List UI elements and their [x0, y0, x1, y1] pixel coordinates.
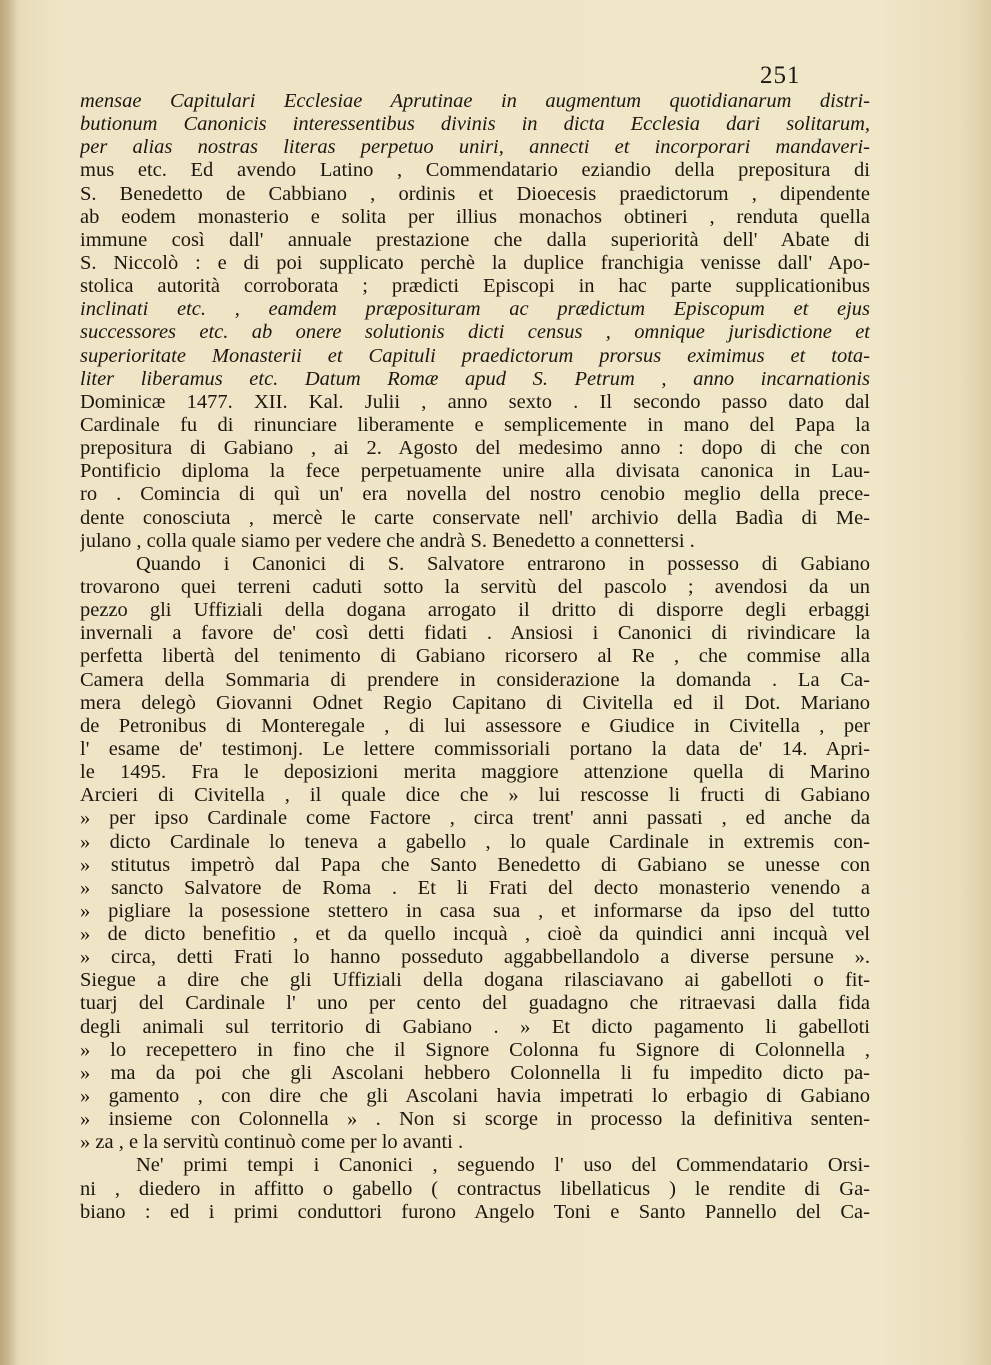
text-line: degli animali sul territorio di Gabiano . » Et dicto pagamento li gabelloti — [80, 1015, 870, 1038]
text-line: successores etc. ab onere solutionis dicti census , omnique jurisdictione et — [80, 321, 870, 344]
text-line: » per ipso Cardinale come Factore , circa trent' anni passati , ed anche da — [80, 807, 870, 830]
text-line: de Petronibus di Monteregale , di lui assessore e Giudice in Civitella , per — [80, 714, 870, 737]
text-line: » sancto Salvatore de Roma . Et li Frati del decto monasterio venendo a — [80, 876, 870, 899]
text-line: S. Niccolò : e di poi supplicato perchè la duplice franchigia venisse dall' Apo- — [80, 251, 870, 274]
text-line: trovarono quei terreni caduti sotto la servitù del pascolo ; avendosi da un — [80, 575, 870, 598]
text-line: » dicto Cardinale lo teneva a gabello , lo quale Cardinale in extremis con- — [80, 830, 870, 853]
text-line: butionum Canonicis interessentibus divinis in dicta Ecclesia dari solitarum, — [80, 113, 870, 136]
text-line: ni , diedero in affitto o gabello ( contractus libellaticus ) le rendite di Ga- — [80, 1177, 870, 1200]
binding-gutter-shadow — [0, 0, 18, 1365]
text-line: stolica autorità corroborata ; prædicti Episcopi in hac parte supplicationibus — [80, 275, 870, 298]
text-line: » lo recepettero in fino che il Signore Colonna fu Signore di Colonnella , — [80, 1038, 870, 1061]
text-line: ab eodem monasterio e solita per illius monachos obtineri , renduta quella — [80, 205, 870, 228]
text-line: » de dicto benefitio , et da quello incquà , cioè da quindici anni incquà vel — [80, 923, 870, 946]
text-line: Dominicæ 1477. XII. Kal. Julii , anno sexto . Il secondo passo dato dal — [80, 390, 870, 413]
text-line: Arcieri di Civitella , il quale dice che » lui rescosse li fructi di Gabiano — [80, 784, 870, 807]
text-line: inclinati etc. , eamdem præposituram ac prædictum Episcopum et ejus — [80, 298, 870, 321]
text-line: liter liberamus etc. Datum Romæ apud S. Petrum , anno incarnationis — [80, 367, 870, 390]
text-line: invernali a favore de' così detti fidati . Ansiosi i Canonici di rivindicare la — [80, 622, 870, 645]
text-line: dente conosciuta , mercè le carte conservate nell' archivio della Badìa di Me- — [80, 506, 870, 529]
page-number: 251 — [760, 62, 801, 89]
text-line: per alias nostras literas perpetuo uniri, annecti et incorporari mandaveri- — [80, 136, 870, 159]
text-line: prepositura di Gabiano , ai 2. Agosto del medesimo anno : dopo di che con — [80, 437, 870, 460]
text-line: immune così dall' annuale prestazione che dalla superiorità dell' Abate di — [80, 228, 870, 251]
text-line: pezzo gli Uffiziali della dogana arrogato il dritto di disporre degli erbaggi — [80, 599, 870, 622]
text-line: » stitutus impetrò dal Papa che Santo Benedetto di Gabiano se unesse con — [80, 853, 870, 876]
text-line: l' esame de' testimonj. Le lettere commissoriali portano la data de' 14. Apri- — [80, 737, 870, 760]
text-line: le 1495. Fra le deposizioni merita maggiore attenzione quella di Marino — [80, 761, 870, 784]
text-line: biano : ed i primi conduttori furono Angelo Toni e Santo Pannello del Ca- — [80, 1200, 870, 1223]
text-line: S. Benedetto de Cabbiano , ordinis et Dioecesis praedictorum , dipendente — [80, 182, 870, 205]
text-line: perfetta libertà del tenimento di Gabiano ricorsero al Re , che commise alla — [80, 645, 870, 668]
text-line: mus etc. Ed avendo Latino , Commendatario eziandio della prepositura di — [80, 159, 870, 182]
text-line: superioritate Monasterii et Capituli praedictorum prorsus eximimus et tota- — [80, 344, 870, 367]
text-line: » gamento , con dire che gli Ascolani havia impetrati lo erbagio di Gabiano — [80, 1085, 870, 1108]
text-line: » pigliare la posessione stettero in casa sua , et informarse da ipso del tutto — [80, 899, 870, 922]
text-line: Cardinale fu di rinunciare liberamente e semplicemente in mano del Papa la — [80, 413, 870, 436]
text-line: » za , e la servitù continuò come per lo avanti . — [80, 1131, 464, 1154]
text-line: Quando i Canonici di S. Salvatore entrarono in possesso di Gabiano — [136, 552, 870, 575]
body-text — [80, 90, 870, 1224]
text-line: mensae Capitulari Ecclesiae Aprutinae in augmentum quotidianarum distri- — [80, 90, 870, 112]
text-line: tuarj del Cardinale l' uno per cento del guadagno che ritraevasi dalla fida — [80, 992, 870, 1015]
text-line: mera delegò Giovanni Odnet Regio Capitano di Civitella ed il Dot. Mariano — [80, 691, 870, 714]
text-line: Pontificio diploma la fece perpetuamente unire alla divisata canonica in Lau- — [80, 460, 870, 483]
text-line: » insieme con Colonnella » . Non si scorge in processo la definitiva senten- — [80, 1108, 870, 1131]
text-line: Ne' primi tempi i Canonici , seguendo l' uso del Commendatario Orsi- — [136, 1154, 870, 1177]
text-line: julano , colla quale siamo per vedere che andrà S. Benedetto a connettersi . — [80, 529, 695, 552]
text-line: Camera della Sommaria di prendere in considerazione la domanda . La Ca- — [80, 668, 870, 691]
text-line: ro . Comincia di quì un' era novella del nostro cenobio meglio della prece- — [80, 483, 870, 506]
text-line: Siegue a dire che gli Uffiziali della dogana rilasciavano ai gabelloti o fit- — [80, 969, 870, 992]
text-line: » circa, detti Frati lo hanno posseduto aggabbellandolo a diverse persune ». — [80, 946, 870, 969]
text-line: » ma da poi che gli Ascolani hebbero Colonnella li fu impedito dicto pa- — [80, 1061, 870, 1084]
